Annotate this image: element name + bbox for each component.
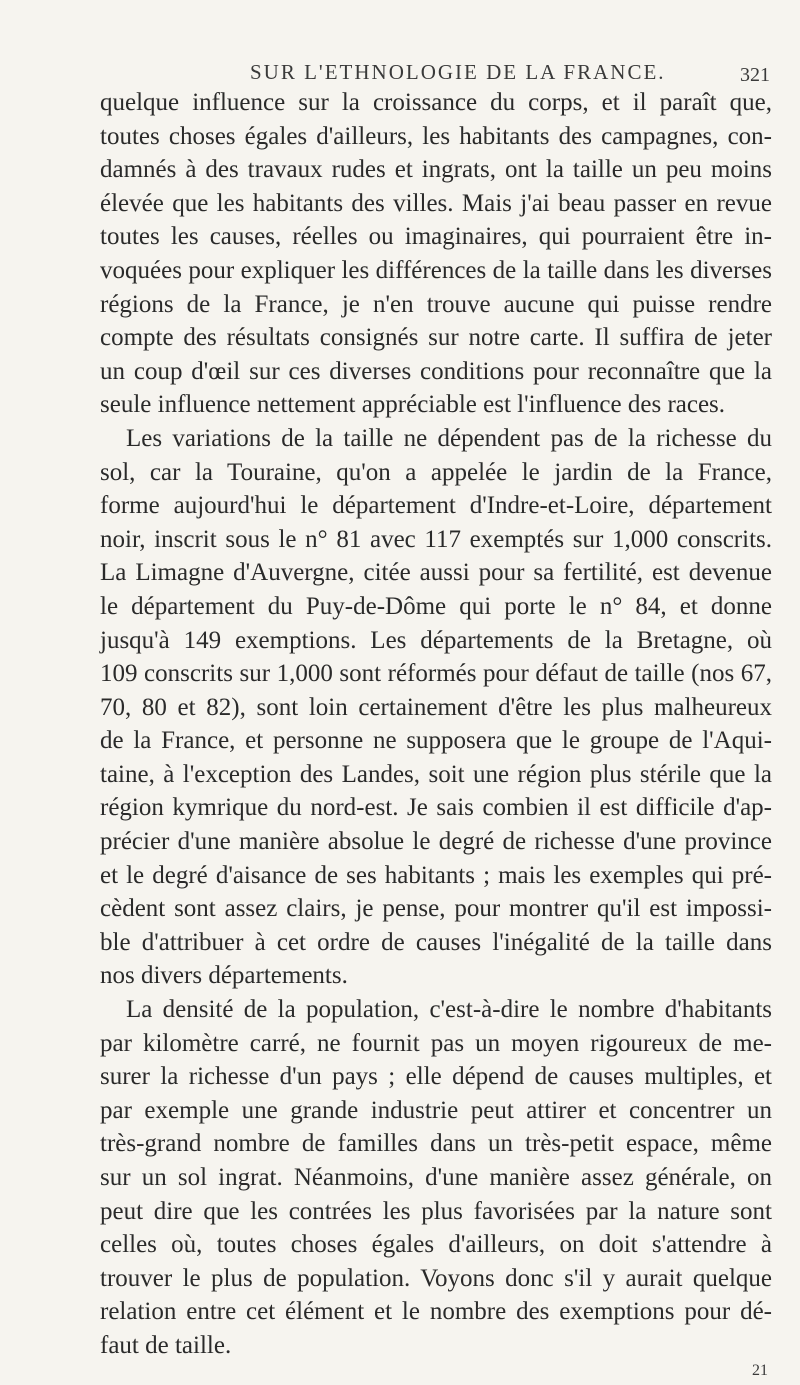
text-line: compte des résultats consignés sur notre carte. Il suffira de jeter	[100, 324, 772, 352]
text-line: cèdent sont assez clairs, je pense, pour montrer qu'il est impossi-	[100, 895, 772, 923]
page-number: 321	[740, 64, 770, 86]
text-line: toutes les causes, réelles ou imaginaires, qui pourraient être in-	[100, 223, 772, 251]
text-line: celles où, toutes choses égales d'ailleurs, on doit s'attendre à	[100, 1231, 772, 1259]
text-line: par exemple une grande industrie peut attirer et concentrer un	[100, 1096, 772, 1124]
text-line: forme aujourd'hui le département d'Indre-et-Loire, département	[100, 492, 772, 520]
text-line: Les variations de la taille ne dépendent pas de la richesse du	[126, 424, 772, 452]
text-line: seule influence nettement appréciable est l'influence des races.	[100, 391, 726, 419]
text-line: quelque influence sur la croissance du corps, et il paraît que,	[100, 89, 772, 116]
signature-mark: 21	[752, 1362, 768, 1379]
text-line: un coup d'œil sur ces diverses conditions pour reconnaître que la	[100, 357, 772, 385]
text-line: 109 conscrits sur 1,000 sont réformés pour défaut de taille (nos 67,	[100, 660, 772, 688]
text-line: surer la richesse d'un pays ; elle dépend de causes multiples, et	[100, 1063, 772, 1091]
text-line: le département du Puy-de-Dôme qui porte le n° 84, et donne	[100, 592, 772, 620]
text-line: La Limagne d'Auvergne, citée aussi pour sa fertilité, est devenue	[100, 559, 772, 587]
text-line: voquées pour expliquer les différences de la taille dans les diverses	[100, 256, 772, 284]
text-line: faut de taille.	[100, 1331, 232, 1359]
text-line: et le degré d'aisance de ses habitants ; mais les exemples qui pré-	[100, 861, 772, 889]
text-line: sur un sol ingrat. Néanmoins, d'une manière assez générale, on	[100, 1164, 772, 1191]
text-line: La densité de la population, c'est-à-dire le nombre d'habitants	[126, 996, 772, 1024]
text-line: élevée que les habitants des villes. Mais j'ai beau passer en revue	[100, 189, 772, 217]
text-line: de la France, et personne ne supposera que le groupe de l'Aqui-	[100, 727, 772, 755]
text-line: très-grand nombre de familles dans un très-petit espace, même	[100, 1130, 772, 1158]
text-line: damnés à des travaux rudes et ingrats, ont la taille un peu moins	[100, 156, 772, 184]
text-line: taine, à l'exception des Landes, soit une région plus stérile que la	[100, 760, 772, 788]
text-line: ble d'attribuer à cet ordre de causes l'inégalité de la taille dans	[100, 928, 772, 956]
text-line: jusqu'à 149 exemptions. Les départements de la Bretagne, où	[100, 626, 772, 654]
text-line: toutes choses égales d'ailleurs, les habitants des campagnes, con-	[100, 122, 772, 150]
body-text	[100, 86, 772, 1363]
text-line: région kymrique du nord-est. Je sais combien il est difficile d'ap-	[100, 794, 772, 822]
text-line: 70, 80 et 82), sont loin certainement d'être les plus malheureux	[100, 693, 772, 721]
text-line: précier d'une manière absolue le degré de richesse d'une province	[100, 828, 772, 856]
running-title: SUR L'ETHNOLOGIE DE LA FRANCE.	[250, 60, 666, 84]
text-line: noir, inscrit sous le n° 81 avec 117 exemptés sur 1,000 conscrits.	[100, 525, 772, 553]
text-line: peut dire que les contrées les plus favorisées par la nature sont	[100, 1197, 772, 1225]
text-line: par kilomètre carré, ne fournit pas un moyen rigoureux de me-	[100, 1029, 772, 1057]
text-line: sol, car la Touraine, qu'on a appelée le jardin de la France,	[100, 458, 772, 486]
text-line: trouver le plus de population. Voyons donc s'il y aurait quelque	[100, 1264, 772, 1292]
text-line: nos divers départements.	[100, 962, 348, 990]
text-line: relation entre cet élément et le nombre des exemptions pour dé-	[100, 1298, 772, 1326]
text-line: régions de la France, je n'en trouve aucune qui puisse rendre	[100, 290, 772, 318]
